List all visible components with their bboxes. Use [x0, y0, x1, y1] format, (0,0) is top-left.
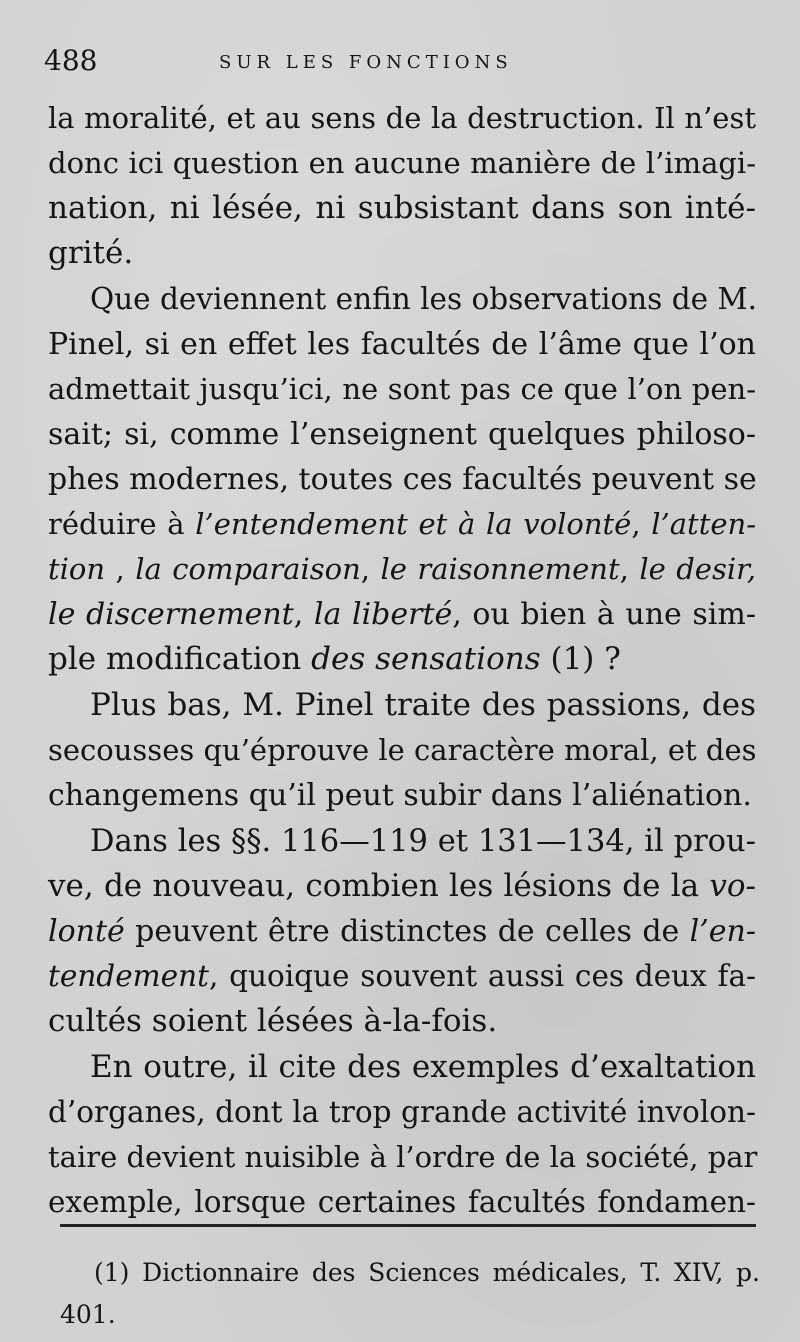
text-line: la moralité, et au sens de la destruction. Il n’est [48, 101, 756, 135]
text-line: d’organes, dont la trop grande activité involon- [48, 1095, 756, 1129]
text-line: donc ici question en aucune manière de l’imagi- [48, 146, 756, 180]
footnote-line: (1) Dictionnaire des Sciences médicales, T. XIV, p. [94, 1258, 760, 1287]
text-line: cultés soient lésées à-la-fois. [48, 1003, 498, 1039]
text-line: ve, de nouveau, combien les lésions de la vo- [48, 868, 756, 904]
text-line: secousses qu’éprouve le caractère moral, et des [48, 733, 757, 767]
text-line: grité. [48, 235, 134, 271]
text-line: Pinel, si en effet les facultés de l’âme que l’on [48, 327, 756, 362]
text-line: réduire à l’entendement et à la volonté, l’atten- [48, 507, 756, 541]
text-line: admettait jusqu’ici, ne sont pas ce que l’on pen- [48, 372, 756, 406]
text-line: taire devient nuisible à l’ordre de la société, par [48, 1140, 758, 1174]
footnote-line: 401. [60, 1300, 116, 1329]
text-line: tion , la comparaison, le raisonnement, le desir, [48, 552, 757, 586]
text-line: tendement, quoique souvent aussi ces deux fa- [48, 959, 756, 993]
footnote-rule [60, 1224, 756, 1227]
text-line: En outre, il cite des exemples d’exaltation [90, 1049, 756, 1085]
body-text [48, 96, 756, 1225]
page-header [44, 45, 760, 85]
text-line: lonté peuvent être distinctes de celles de l’en- [48, 914, 756, 949]
text-line: phes modernes, toutes ces facultés peuvent se [48, 462, 757, 497]
text-line: exemple, lorsque certaines facultés fondamen- [48, 1185, 756, 1219]
footnote [60, 1252, 760, 1336]
text-line: Dans les §§. 116—119 et 131—134, il prou- [90, 824, 756, 859]
text-line: sait; si, comme l’enseignent quelques philoso- [48, 417, 756, 452]
text-line: le discernement, la liberté, ou bien à une sim- [48, 597, 756, 632]
text-line: ple modification des sensations (1) ? [48, 641, 621, 677]
running-head: SUR LES FONCTIONS [219, 52, 513, 73]
footnote-marker: (1) ? [540, 641, 621, 677]
text-line: changemens qu’il peut subir dans l’aliénation. [48, 778, 752, 813]
text-line: nation, ni lésée, ni subsistant dans son inté- [48, 190, 756, 226]
text-line: Que deviennent enfin les observations de M. [90, 282, 757, 316]
page-number: 488 [44, 44, 98, 77]
text-line: Plus bas, M. Pinel traite des passions, des [90, 687, 756, 723]
